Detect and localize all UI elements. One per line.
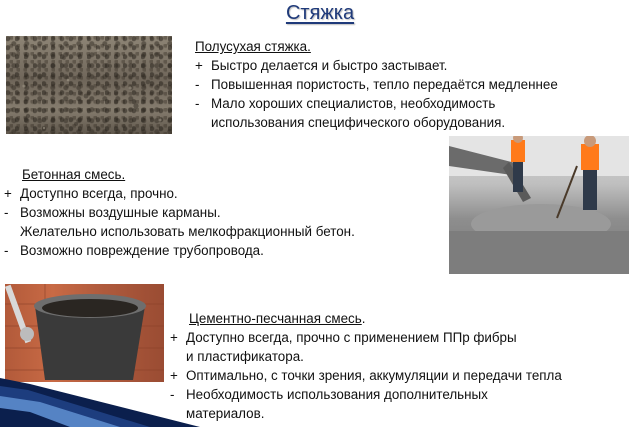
cement-sand-heading-suffix: . — [361, 311, 366, 326]
minus-marker: - — [170, 387, 175, 402]
list-item-continuation: материалов. — [186, 406, 265, 421]
corner-swoosh-decoration — [0, 378, 200, 427]
list-item-text: Мало хороших специалистов, необходимость — [211, 96, 496, 111]
list-item-continuation: и пластификатора. — [186, 349, 304, 364]
screed-texture-photo — [6, 36, 172, 134]
list-item — [170, 366, 562, 385]
list-item-text: Доступно всегда, прочно с применением ППр фибры — [186, 330, 517, 345]
list-item-continuation: Желательно использовать мелкофракционный бетон. — [20, 224, 355, 239]
list-item — [4, 184, 355, 203]
cement-mixer-photo — [5, 284, 164, 382]
list-item — [195, 56, 558, 75]
list-item — [195, 75, 558, 94]
plus-marker: + — [170, 330, 178, 345]
list-item-text: Необходимость использования дополнительных — [186, 387, 488, 402]
minus-marker: - — [195, 96, 200, 111]
list-item-continuation: использования специфического оборудования. — [211, 115, 506, 130]
concrete-pouring-photo — [449, 136, 629, 274]
list-item — [4, 203, 355, 222]
concrete-heading: Бетонная смесь. — [22, 167, 126, 182]
list-item-text: Повышенная пористость, тепло передаётся медленнее — [211, 77, 558, 92]
minus-marker: - — [4, 243, 9, 258]
plus-marker: + — [170, 368, 178, 383]
list-item — [170, 385, 562, 404]
concrete-mix-block — [4, 165, 355, 260]
cement-sand-heading-row — [170, 309, 562, 328]
cement-sand-block — [170, 309, 562, 423]
slide-title: Стяжка — [285, 2, 355, 24]
list-item-text: Быстро делается и быстро застывает. — [211, 58, 448, 73]
plus-marker: + — [195, 58, 203, 73]
cement-sand-heading: Цементно-песчанная смесь — [189, 311, 362, 326]
minus-marker: - — [195, 77, 200, 92]
plus-marker: + — [4, 186, 12, 201]
semi-dry-heading: Полусухая стяжка. — [195, 39, 311, 54]
list-item-text: Оптимально, с точки зрения, аккумуляции и передачи тепла — [186, 368, 562, 383]
list-item — [4, 241, 355, 260]
list-item-text: Возможны воздушные карманы. — [20, 205, 221, 220]
list-item-text: Возможно повреждение трубопровода. — [20, 243, 264, 258]
semi-dry-screed-block — [195, 37, 558, 132]
list-item — [195, 94, 558, 113]
minus-marker: - — [4, 205, 9, 220]
list-item — [170, 328, 562, 347]
list-item-text: Доступно всегда, прочно. — [20, 186, 178, 201]
